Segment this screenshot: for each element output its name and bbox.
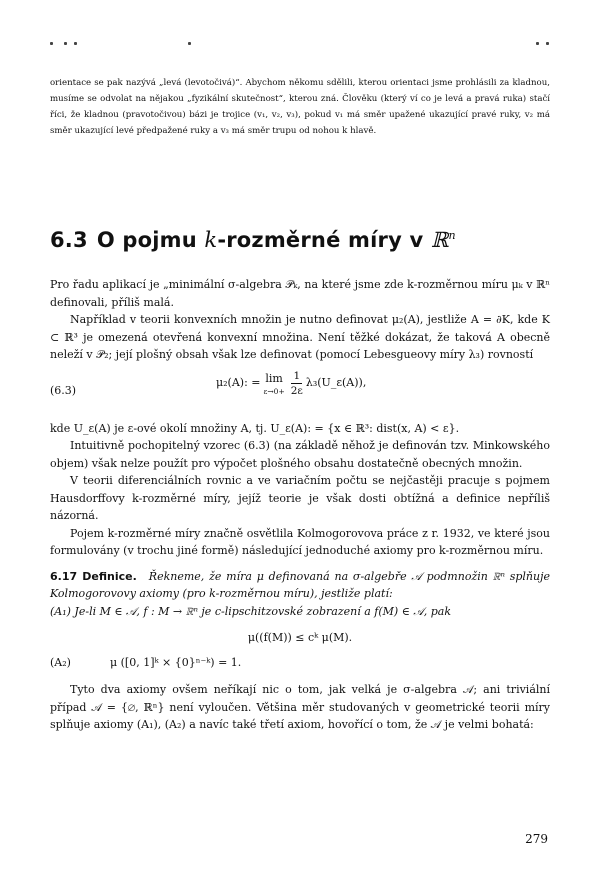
equation-formula	[216, 369, 366, 398]
running-header	[50, 42, 549, 48]
paragraph-4: Intuitivně pochopitelný vzorec (6.3) (na základě něhož je definován tzv. Minkowského objem) však nelze použít pro výpočet plošného obsahu dostatečně obecných množin.	[50, 439, 550, 470]
paragraph-1: Pro řadu aplikací je „minimální σ-algebra 𝒫ₖ, na které jsme zde k-rozměrnou míru μₖ v ℝⁿ definovali, příliš malá.	[50, 278, 550, 309]
section-title-space: ℝ$^n$	[430, 228, 456, 252]
section-title	[50, 228, 456, 252]
previous-section-text	[50, 75, 550, 139]
paragraph-2: Například v teorii konvexních množin je nutno definovat μ₂(A), jestliže A = ∂K, kde K ⊂ ℝ³ je omezená otevřená konvexní množina. Není těžké dokázat, že taková A obecně neleží v 𝒫₂; její plošný obsah však lze definovat (pomocí Lebesgueovy míry λ₃) rovností	[50, 313, 550, 361]
page-number: 279	[525, 832, 548, 846]
paragraph-3: kde U_ε(A) je ε-ové okolí množiny A, tj. U_ε(A): = {x ∈ ℝ³: dist(x, A) < ε}.	[50, 421, 460, 435]
section-title-suffix: -rozměrné míry v	[217, 228, 431, 252]
definition-6-17	[50, 568, 550, 672]
axiom-a2-label: (A₂)	[50, 655, 71, 669]
axiom-a1-formula: μ((f(M)) ≤ cᵏ μ(M).	[247, 631, 353, 644]
definition-text: Řekneme, že míra μ definovaná na σ-algebře 𝒜 podmnožin ℝⁿ splňuje Kolmogorovovy axiomy (pro k-rozměrnou míru), jestliže platí:	[50, 569, 550, 600]
equation-rhs: λ₃(U_ε(A)),	[305, 376, 367, 390]
previous-paragraph: orientace se pak nazývá „levá (levotočivá)“. Abychom někomu sdělili, kterou orientaci jsme prohlásili za kladnou, musíme se odvolat na nějakou „fyzikální skutečnost“, kterou zná. Člověku (který ví co je levá a pravá ruka) stačí říci, že kladnou (pravotočivou) bázi je trojice (v₁, v₂, v₃), pokud v₁ má směr upažené ukazující pravé ruky, v₂ má směr ukazující levé předpažené ruky a v₃ má směr trupu od nohou k hlavě.	[50, 78, 550, 136]
equation-6-3	[50, 364, 550, 420]
definition-head: 6.17 Definice.	[50, 569, 137, 583]
limit-operator: lim ε→0+	[263, 372, 285, 396]
paragraph-7: Tyto dva axiomy ovšem neříkají nic o tom, jak velká je σ-algebra 𝒜; ani triviální případ 𝒜 = {∅, ℝⁿ} není vyloučen. Většina měr studovaných v geometrické teorii míry splňuje axiomy (A₁), (A₂) a navíc také třetí axiom, hovořící o tom, že 𝒜 je velmi bohatá:	[50, 683, 550, 731]
section-number: 6.3	[50, 228, 88, 252]
axiom-a1: (A₁) Je-li M ∈ 𝒜, f : M → ℝⁿ je c-lipschitzovské zobrazení a f(M) ∈ 𝒜, pak	[50, 604, 451, 618]
paragraph-6: Pojem k-rozměrné míry značně osvětlila Kolmogorovova práce z r. 1932, ve které jsou formulovány (v trochu jiné formě) následující jednoduché axiomy pro k-rozměrnou míru.	[50, 526, 550, 557]
fraction: $\frac{1}{2\varepsilon}$	[290, 369, 303, 397]
section-title-k: k	[204, 228, 218, 252]
axiom-a2	[50, 654, 550, 672]
section-title-prefix: O pojmu	[96, 228, 205, 252]
paragraph-5: V teorii diferenciálních rovnic a ve variačním počtu se nejčastěji pracuje s pojmem Hausdorffovy k-rozměrné míry, jejíž teorie je však dosti obtížná a definice nepříliš názorná.	[50, 474, 550, 522]
equation-tag: (6.3)	[50, 383, 77, 397]
equation-lhs: μ₂(A): =	[216, 376, 261, 390]
section-body	[50, 276, 550, 734]
axiom-a2-formula: μ ([0, 1]ᵏ × {0}ⁿ⁻ᵏ) = 1.	[110, 655, 242, 669]
